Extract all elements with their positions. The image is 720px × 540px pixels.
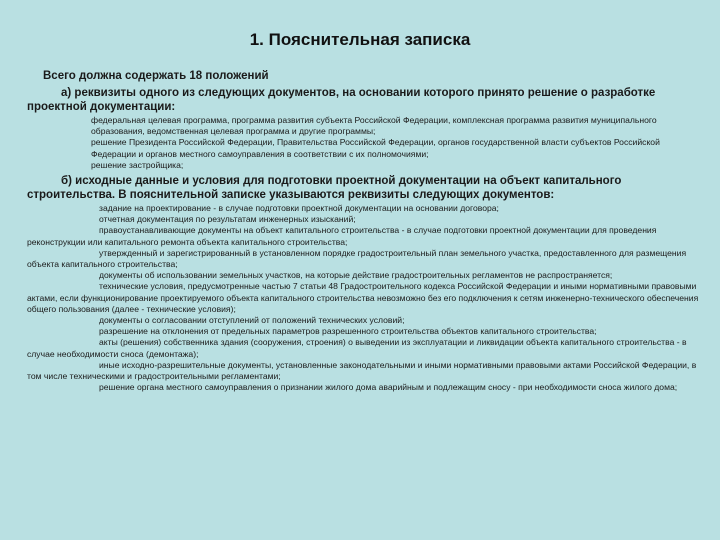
list-item: правоустанавливающие документы на объект капитального строительства - в случае подготовки проектной документации для проведения реконструкции или капитального ремонта объекта капитального строительства;	[27, 225, 657, 247]
list-item: документы о согласовании отступлений от положений технических условий;	[99, 315, 405, 326]
list-item: решение органа местного самоуправления о признании жилого дома аварийным и подлежащим сносу - при необходимости сноса жилого дома;	[99, 382, 678, 393]
list-item: технические условия, предусмотренные частью 7 статьи 48 Градостроительного кодекса Российской Федерации и иными нормативными правовыми актами, если функционирование проектируемого объекта капитального строительства невозможно без его подключения к сетям инженерно-технического обеспечения общего пользования (далее - технические условия);	[27, 281, 699, 314]
section-a-list	[27, 115, 700, 171]
section-b-list	[27, 203, 700, 393]
page-title: 1. Пояснительная записка	[249, 30, 471, 49]
list-item: задание на проектирование - в случае подготовки проектной документации на основании договора;	[99, 203, 499, 214]
list-item: федеральная целевая программа, программа развития субъекта Российской Федерации, комплексная программа развития муниципального образования, ведомственная целевая программа и другие программы;	[91, 115, 657, 137]
list-item: акты (решения) собственника здания (сооружения, строения) о выведении из эксплуатации и ликвидации объекта капитального строительства - в случае необходимости сноса (демонтажа);	[27, 337, 687, 359]
section-a-heading: а) реквизиты одного из следующих документов, на основании которого принято решение о разработке проектной документации:	[27, 87, 656, 113]
list-item: утвержденный и зарегистрированный в установленном порядке градостроительный план земельного участка, предоставленного для размещения объекта капитального строительства;	[27, 247, 687, 270]
section-b-heading: б) исходные данные и условия для подготовки проектной документации на объект капитального строительства. В пояснительной записке указываются реквизиты следующих документов:	[27, 175, 622, 202]
list-item: разрешение на отклонения от предельных параметров разрешенного строительства объектов капитального строительства;	[99, 326, 597, 337]
list-item: иные исходно-разрешительные документы, установленные законодательными и иными нормативными правовыми актами Российской Федерации, в том числе техническими и градостроительными регламентами;	[27, 359, 697, 382]
list-item: решение застройщика;	[91, 159, 184, 170]
list-item: отчетная документация по результатам инженерных изысканий;	[99, 214, 356, 225]
list-item: решение Президента Российской Федерации, Правительства Российской Федерации, органов государственной власти субъектов Российской Федерации и органов местного самоуправления в соответствии с их полномочиями;	[91, 137, 660, 159]
intro-text: Всего должна содержать 18 положений	[43, 70, 269, 82]
slide-content	[27, 70, 700, 396]
list-item: документы об использовании земельных участков, на которые действие градостроительных регламентов не распространяется;	[99, 270, 613, 281]
